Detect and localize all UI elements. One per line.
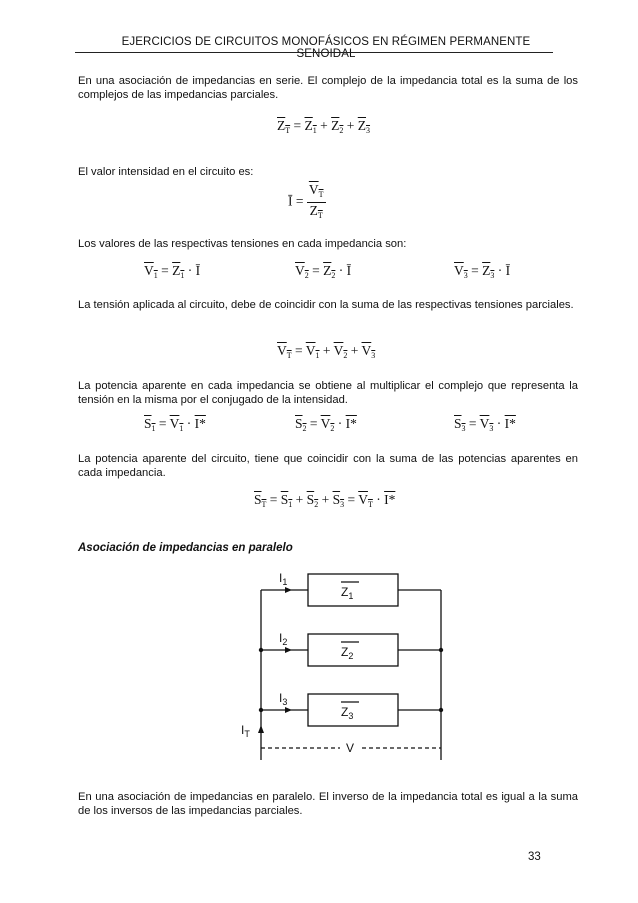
equation-v3: $V_3 = Z_3$ · Ī	[454, 263, 511, 280]
parallel-circuit-diagram	[230, 560, 460, 770]
impedance-label-2: $Z_2$	[341, 645, 354, 661]
total-current-arrow	[258, 725, 264, 733]
impedance-box-2	[308, 634, 398, 666]
section-heading-parallel: Asociación de impedancias en paralelo	[78, 542, 293, 554]
equation-total-impedance: $Z_T = Z_1 + Z_2 + Z_3$	[277, 118, 371, 135]
paragraph-circuit-power: La potencia aparente del circuito, tiene que coincidir con la suma de las potencias aparentes en cada impedancia.	[78, 453, 578, 479]
total-current-label: $I_T$	[241, 723, 250, 739]
current-arrow-1	[285, 587, 292, 593]
impedance-label-1: $Z_1$	[341, 585, 354, 601]
node-right-2	[439, 648, 443, 652]
paragraph-serie-intro: En una asociación de impedancias en serie. El complejo de la impedancia total es la suma de los complejos de las impedancias parciales.	[78, 75, 578, 101]
impedance-box-3	[308, 694, 398, 726]
equation-s3: $S_3 = V_3 \cdot I*$	[454, 416, 516, 433]
equation-total-power: $S_T = S_1 + S_2 + S_3 = V_T \cdot I*$	[254, 492, 396, 509]
paragraph-apparent-power: La potencia aparente en cada impedancia se obtiene al multiplicar el complejo que representa la tensión en la misma por el conjugado de la intensidad.	[78, 380, 578, 406]
paragraph-parallel-intro: En una asociación de impedancias en paralelo. El inverso de la impedancia total es igual a la suma de los inversos de las impedancias parciales.	[78, 791, 578, 817]
node-left-2	[259, 648, 263, 652]
current-label-2: $I_2$	[279, 631, 288, 647]
paragraph-intensity: El valor intensidad en el circuito es:	[78, 166, 254, 178]
paragraph-voltages: Los valores de las respectivas tensiones en cada impedancia son:	[78, 238, 407, 250]
current-label-3: $I_3$	[279, 691, 288, 707]
impedance-box-1	[308, 574, 398, 606]
header-divider	[75, 52, 553, 53]
paragraph-applied-voltage: La tensión aplicada al circuito, debe de coincidir con la suma de las respectivas tensiones parciales.	[78, 299, 574, 311]
current-arrow-2	[285, 647, 292, 653]
equation-total-voltage: $V_T = V_1 + V_2 + V_3$	[277, 343, 376, 360]
current-arrow-3	[285, 707, 292, 713]
equation-v2: $V_2 = Z_2$ · Ī	[295, 263, 352, 280]
current-label-1: $I_1$	[279, 571, 288, 587]
equation-intensity: Ī = $\frac{V_T}{Z_T}$	[288, 182, 324, 220]
equation-s2: $S_2 = V_2 \cdot I*$	[295, 416, 357, 433]
page-header: EJERCICIOS DE CIRCUITOS MONOFÁSICOS EN RÉGIMEN PERMANENTE SENOIDAL	[121, 36, 531, 60]
equation-v1: $V_1 = Z_1$ · Ī	[144, 263, 201, 280]
node-right-3	[439, 708, 443, 712]
equation-s1: $S_1 = V_1 \cdot I*$	[144, 416, 206, 433]
page-number: 33	[528, 851, 541, 863]
node-left-3	[259, 708, 263, 712]
voltage-label: V	[346, 741, 355, 755]
impedance-label-3: $Z_3$	[341, 705, 354, 721]
